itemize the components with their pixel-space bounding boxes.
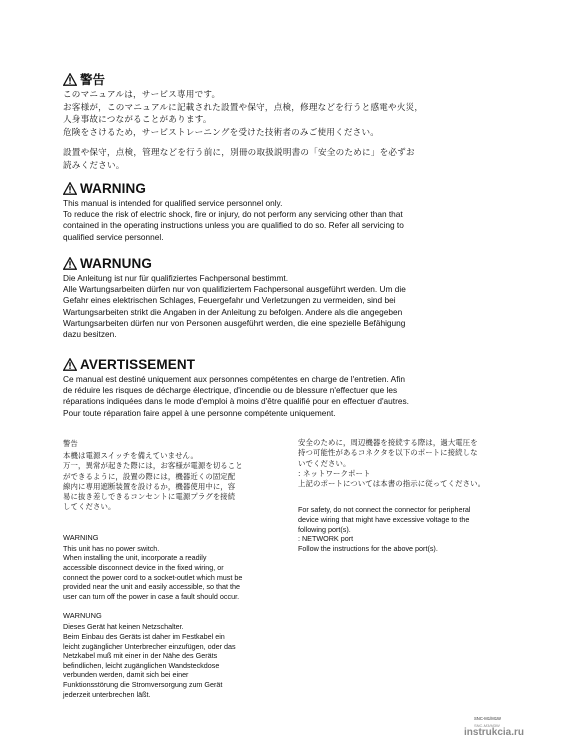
text-line: 人身事故につながることがあります。 (63, 115, 212, 126)
text-line: お客様が，このマニュアルに記載された設置や保守，点検，修理などを行うと感電や火災， (63, 102, 424, 113)
de-warning-text (63, 273, 523, 340)
text-line: When installing the unit, incorporate a readily (63, 553, 207, 563)
site-watermark: instrukcia.ru (464, 727, 525, 738)
jp-power-text (63, 451, 298, 513)
jp-warning-text-2 (63, 147, 523, 172)
jp-warning-section (63, 70, 523, 173)
text-line: contained in the operating instructions unless you are qualified to do so. Refer all servicing to (63, 220, 404, 231)
text-line: 読みください。 (63, 160, 125, 171)
de-power-text (63, 622, 298, 699)
en-network-text (298, 505, 533, 553)
text-line: いでください。 (298, 458, 351, 468)
text-line: Alle Wartungsarbeiten dürfen nur von qualifiziertem Fachpersonal ausgeführt werden. Um die (63, 284, 406, 295)
warning-triangle-icon (63, 257, 77, 270)
jp-warning-heading (63, 70, 523, 88)
de-warning-heading (63, 256, 523, 271)
de-warning-section (63, 256, 523, 340)
text-line: device wiring that might have excessive voltage to the (298, 515, 470, 525)
jp-warning-text (63, 89, 523, 139)
left-column (63, 438, 298, 699)
text-line: Wartungsarbeiten strikt die Angaben in der Anleitung zu befolgen. Andere als die angegeben (63, 306, 403, 317)
fr-warning-text (63, 374, 523, 419)
text-line: This unit has no power switch. (63, 543, 160, 553)
text-line: réparations indiquées dans le mode d'emploi à moins d'être qualifié pour en effectuer d'autres. (63, 396, 409, 407)
text-line: accessible disconnect device in the fixed wiring, or (63, 562, 224, 572)
text-line: user can turn off the power in case a fault should occur. (63, 591, 240, 601)
text-line: To reduce the risk of electric shock, fire or injury, do not perform any servicing other than that (63, 209, 403, 220)
text-line: してください。 (63, 502, 116, 512)
model-number-sub: SNC-M3/M3W (474, 723, 500, 728)
text-line: Gefahr eines elektrischen Schlages, Feuergefahr und Verletzungen zu vermeiden, sind bei (63, 295, 396, 306)
text-line: 線内に専用遮断装置を設けるか，機器使用中に，容 (63, 481, 236, 491)
text-line: : ネットワークポート (298, 468, 371, 478)
en-power-text (63, 544, 298, 602)
text-line: Die Anleitung ist nur für qualifiziertes Fachpersonal bestimmt. (63, 273, 289, 283)
model-number: SNC-M1/M1W (474, 716, 501, 721)
text-line: Pour toute réparation faire appel à une personne compétente uniquement. (63, 407, 336, 418)
fr-warning-title: AVERTISSEMENT (80, 357, 196, 372)
text-line: Funktionsstörung die Stromversorgung zum Gerät (63, 679, 223, 689)
jp-network-text (298, 438, 533, 489)
text-line: de réduire les risques de décharge électrique, d'incendie ou de blessure n'effectuer que les (63, 385, 398, 396)
warning-triangle-icon (63, 358, 77, 371)
en-power-title: WARNING (63, 532, 99, 542)
warning-triangle-icon (63, 73, 77, 86)
en-warning-section (63, 181, 523, 243)
text-line: : NETWORK port (298, 534, 354, 544)
jp-warning-title: 警告 (80, 73, 106, 87)
text-line: This manual is intended for qualified service personnel only. (63, 198, 283, 208)
text-line: 設置や保守，点検，管理などを行う前に，別冊の取扱説明書の「安全のために」を必ずお (63, 148, 415, 159)
de-warning-title: WARNUNG (80, 256, 152, 271)
fr-warning-heading (63, 357, 523, 372)
text-line: 危険をさけるため，サービストレーニングを受けた技術者のみご使用ください。 (63, 127, 380, 138)
text-line: Beim Einbau des Geräts ist daher im Festkabel ein (63, 631, 225, 641)
text-line: このマニュアルは，サービス専用です。 (63, 90, 221, 100)
en-warning-title: WARNING (80, 181, 146, 196)
text-line: 本機は電源スイッチを備えていません。 (63, 451, 198, 460)
text-line: qualified service personnel. (63, 231, 164, 242)
text-line: jederzeit unterbrechen läßt. (63, 689, 151, 699)
text-line: dazu besitzen. (63, 329, 117, 340)
text-line: 安全のために，周辺機器を接続する際は，過大電圧を (298, 438, 478, 447)
text-line: Wartungsarbeiten dürfen nur von Personen ausgeführt werden, die eine spezielle Befähigung (63, 317, 406, 328)
text-line: following port(s). (298, 524, 351, 534)
text-line: Ce manual est destiné uniquement aux personnes compétentes en charge de l'entretien. Afin (63, 374, 405, 384)
text-line: 持つ可能性があるコネクタを以下のポートに接続しな (298, 448, 478, 458)
text-line: 易に抜き差しできるコンセントに電源プラグを接続 (63, 492, 236, 502)
text-line: 上記のポートについては本書の指示に従ってください。 (298, 479, 486, 489)
text-line: provided near the unit and easily accessible, so that the (63, 582, 241, 592)
fr-warning-section (63, 357, 523, 419)
en-warning-text (63, 198, 523, 243)
warning-triangle-icon (63, 182, 77, 195)
text-line: ができるように，設置の際には，機器近くの固定配 (63, 471, 236, 481)
right-column (298, 438, 533, 553)
text-line: 万一，異常が起きた際には，お客様が電源を切ること (63, 461, 243, 471)
text-line: Netzkabel muß mit einer in der Nähe des Geräts (63, 651, 218, 661)
en-warning-heading (63, 181, 523, 196)
text-line: Dieses Gerät hat keinen Netzschalter. (63, 622, 184, 632)
text-line: verbunden werden, damit sich bei einer (63, 670, 189, 680)
jp-power-title: 警告 (63, 439, 78, 448)
de-power-title: WARNUNG (63, 611, 102, 621)
text-line: befindlichen, leicht zugänglichen Wandsteckdose (63, 660, 220, 670)
text-line: connect the power cord to a socket-outlet which must be (63, 572, 243, 582)
text-line: Follow the instructions for the above port(s). (298, 543, 438, 553)
text-line: For safety, do not connect the connector for peripheral (298, 505, 471, 515)
text-line: leicht zugänglicher Unterbrecher einzufügen, oder das (63, 641, 236, 651)
